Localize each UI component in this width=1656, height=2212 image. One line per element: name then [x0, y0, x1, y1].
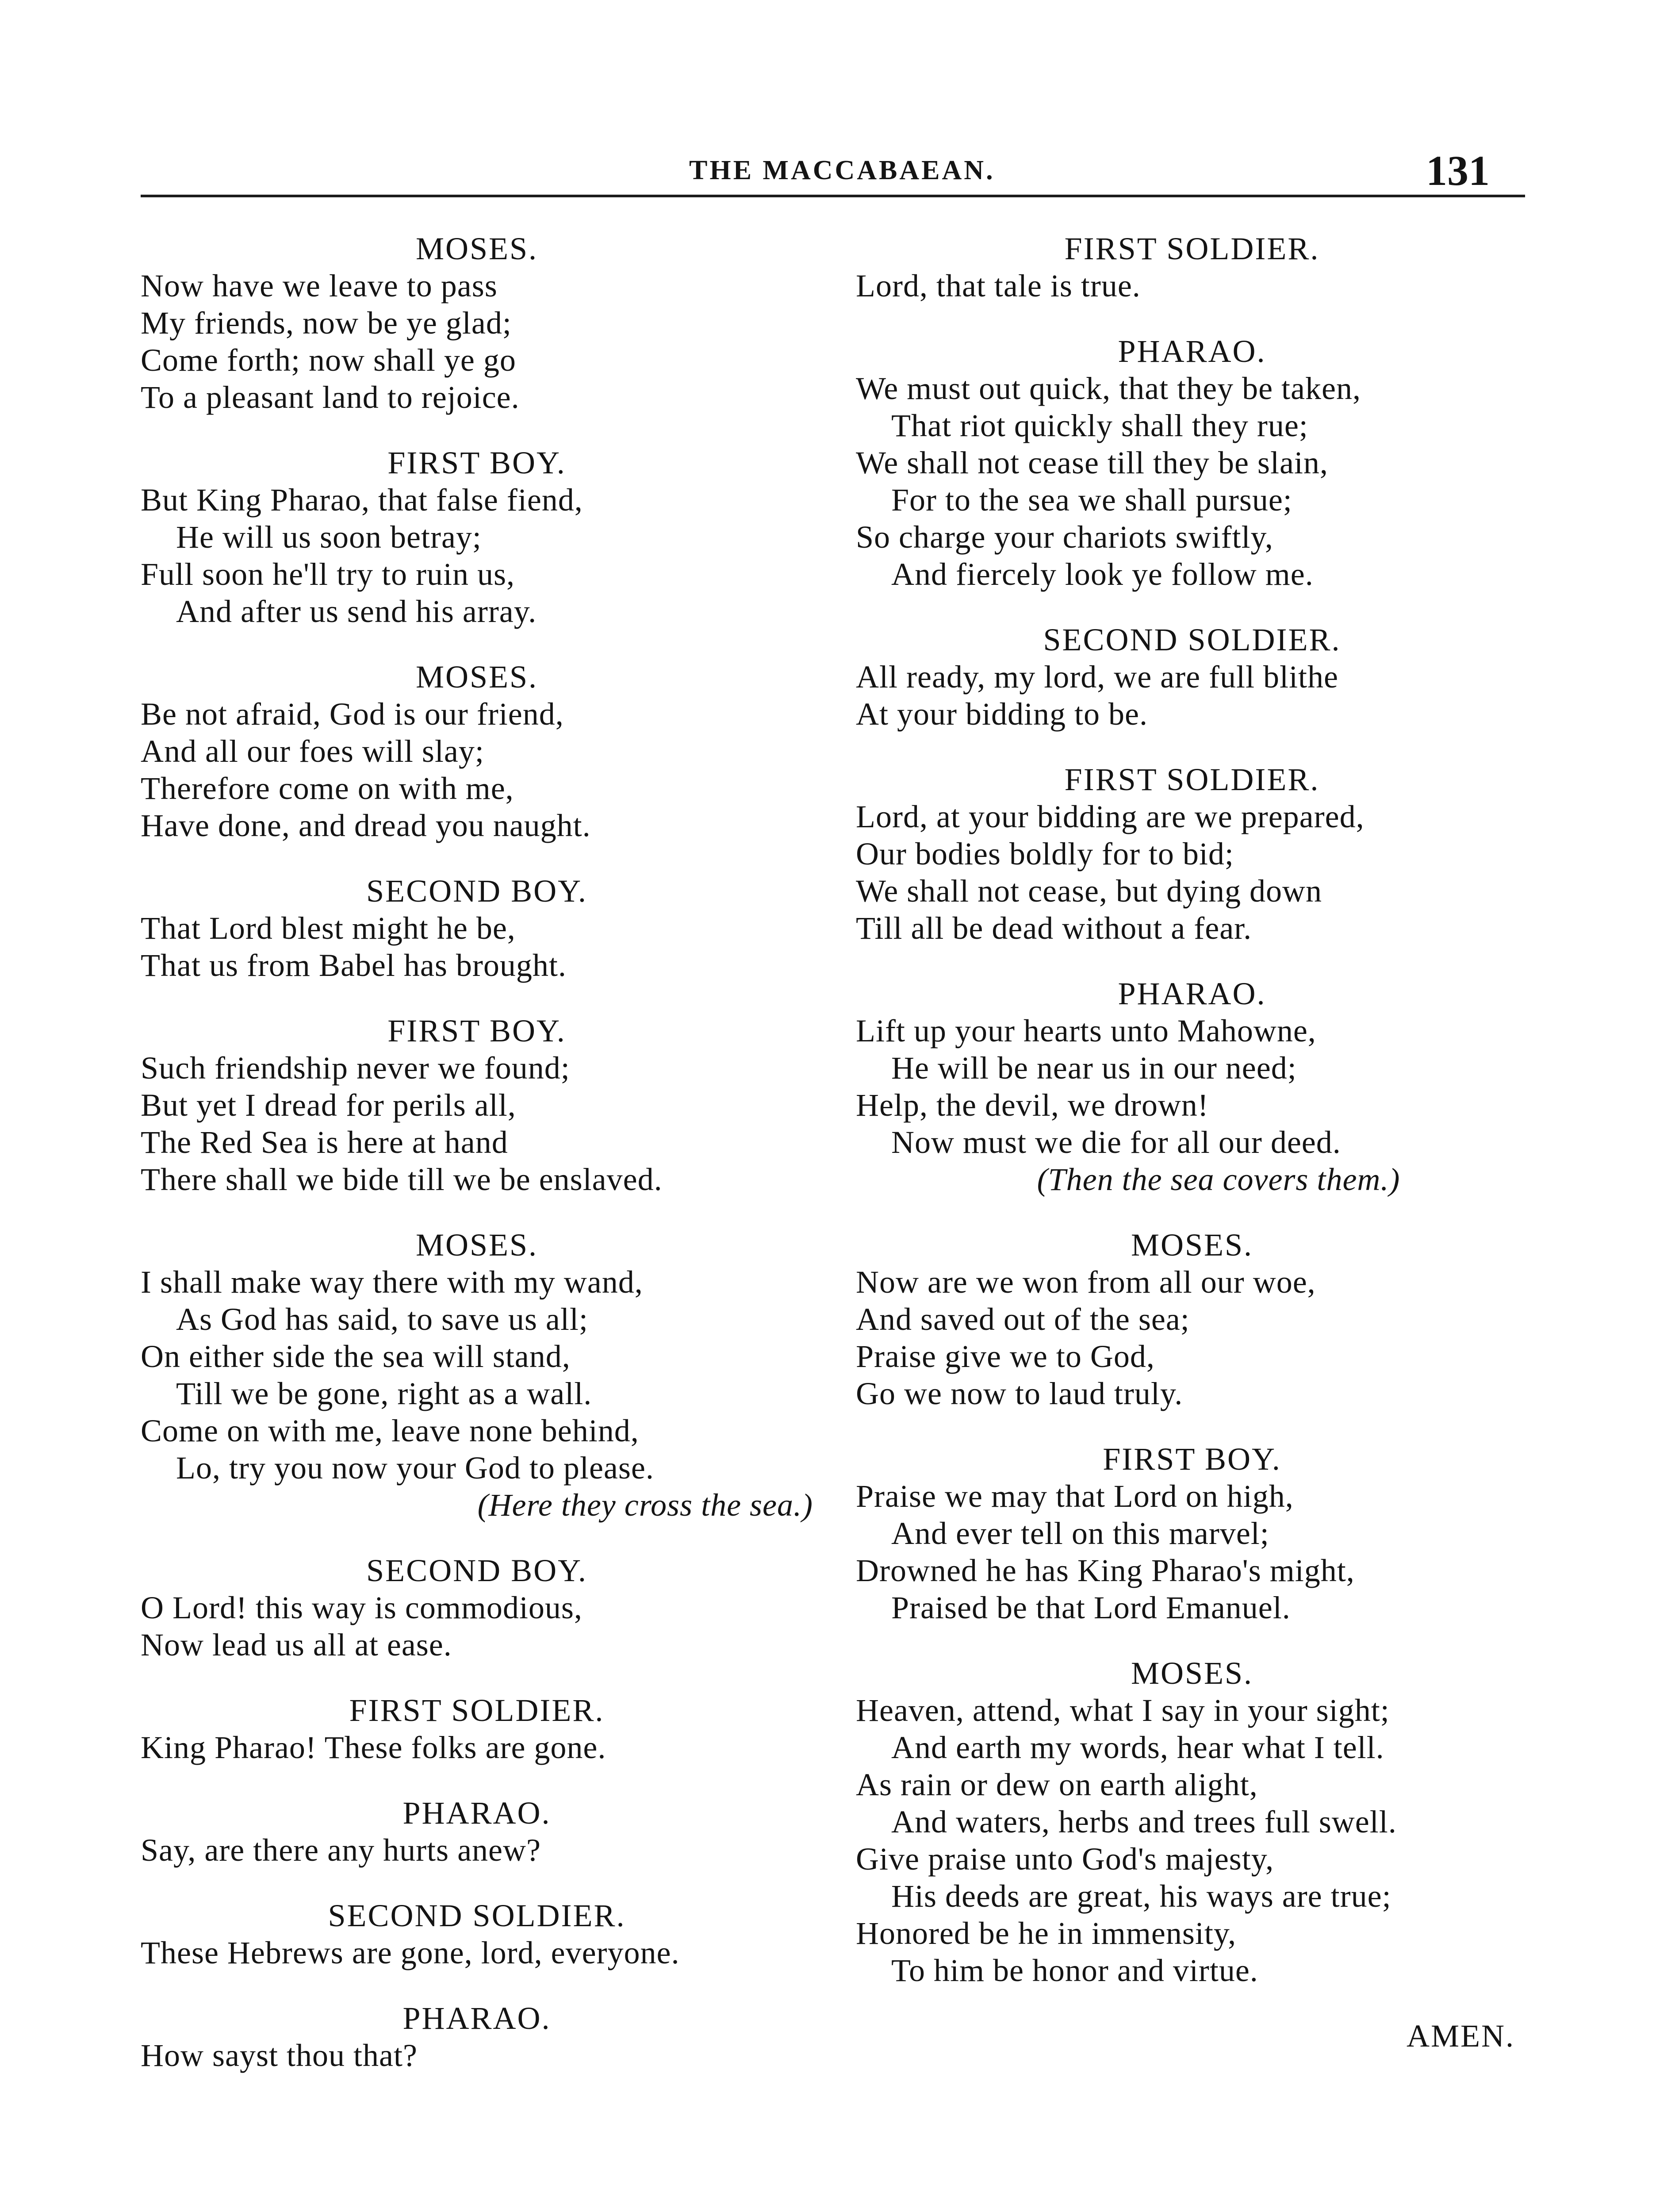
- speech-block: [856, 1440, 1528, 1626]
- verse-line: Lord, that tale is true.: [856, 268, 1141, 303]
- speaker-name: FIRST SOLDIER.: [1064, 231, 1320, 266]
- speaker-name: PHARAO.: [1118, 976, 1266, 1011]
- verse-line: Now have we leave to pass: [141, 268, 498, 303]
- speaker-name: PHARAO.: [402, 2001, 551, 2036]
- verse-line: And all our foes will slay;: [141, 733, 484, 769]
- verse-line: That riot quickly shall they rue;: [891, 408, 1308, 443]
- verse-line: I shall make way there with my wand,: [141, 1264, 643, 1300]
- verse-line: But King Pharao, that false fiend,: [141, 482, 583, 518]
- speaker-name: MOSES.: [1131, 1227, 1254, 1263]
- speaker-name: MOSES.: [415, 659, 538, 695]
- verse-line: To him be honor and virtue.: [891, 1953, 1258, 1988]
- verse-line: There shall we bide till we be enslaved.: [141, 1162, 663, 1197]
- verse-line: That Lord blest might he be,: [141, 910, 516, 946]
- verse-line: Praise we may that Lord on high,: [856, 1479, 1294, 1514]
- right-column: [856, 230, 1528, 2055]
- verse-line: So charge your chariots swiftly,: [856, 519, 1273, 555]
- speaker-name: FIRST SOLDIER.: [1064, 762, 1320, 797]
- verse-line: Go we now to laud truly.: [856, 1376, 1183, 1411]
- verse-line: To a pleasant land to rejoice.: [141, 380, 520, 415]
- verse-line: How sayst thou that?: [141, 2038, 418, 2073]
- verse-line: As rain or dew on earth alight,: [856, 1767, 1258, 1802]
- speaker-name: SECOND BOY.: [366, 1553, 587, 1588]
- speaker-name: MOSES.: [1131, 1655, 1254, 1691]
- speech-block: [141, 1012, 813, 1198]
- verse-line: My friends, now be ye glad;: [141, 305, 512, 341]
- right-column-speeches: [856, 230, 1528, 1989]
- verse-line: We shall not cease, but dying down: [856, 873, 1322, 909]
- speech-block: [141, 872, 813, 984]
- verse-line: Till all be dead without a fear.: [856, 910, 1252, 946]
- speech-block: [856, 1655, 1528, 1989]
- speech-block: [856, 333, 1528, 593]
- speech-block: [856, 230, 1528, 304]
- speech-block: [141, 1794, 813, 1869]
- speaker-name: SECOND SOLDIER.: [1043, 622, 1341, 657]
- verse-line: As God has said, to save us all;: [176, 1302, 588, 1337]
- verse-line: Lord, at your bidding are we prepared,: [856, 799, 1365, 834]
- verse-line: Come on with me, leave none behind,: [141, 1413, 639, 1448]
- speech-block: [141, 1226, 813, 1524]
- running-title: THE MACCABAEAN.: [689, 155, 995, 185]
- speech-block: [141, 1552, 813, 1663]
- verse-line: Lift up your hearts unto Mahowne,: [856, 1013, 1316, 1048]
- verse-line: Our bodies boldly for to bid;: [856, 836, 1234, 872]
- verse-line: Say, are there any hurts anew?: [141, 1832, 541, 1868]
- verse-line: Honored be he in immensity,: [856, 1916, 1237, 1951]
- verse-line: And saved out of the sea;: [856, 1302, 1190, 1337]
- verse-line: And ever tell on this marvel;: [891, 1516, 1269, 1551]
- speech-block: [141, 1897, 813, 1971]
- verse-line: We must out quick, that they be taken,: [856, 371, 1361, 406]
- speech-block: [856, 621, 1528, 733]
- verse-line: But yet I dread for perils all,: [141, 1087, 516, 1123]
- verse-line: At your bidding to be.: [856, 696, 1148, 732]
- page-header: [141, 146, 1525, 197]
- verse-line: Have done, and dread you naught.: [141, 808, 591, 843]
- verse-line: King Pharao! These folks are gone.: [141, 1730, 606, 1765]
- verse-line: Be not afraid, God is our friend,: [141, 696, 564, 732]
- verse-line: Full soon he'll try to ruin us,: [141, 557, 515, 592]
- speaker-name: FIRST BOY.: [387, 1013, 566, 1048]
- closing-amen: AMEN.: [1407, 2018, 1515, 2054]
- speaker-name: MOSES.: [415, 1227, 538, 1263]
- verse-line: On either side the sea will stand,: [141, 1339, 571, 1374]
- verse-line: Heaven, attend, what I say in your sight;: [856, 1693, 1390, 1728]
- speech-block: [141, 2000, 813, 2074]
- verse-line: He will be near us in our need;: [891, 1050, 1297, 1086]
- speech-block: [856, 761, 1528, 947]
- speaker-name: MOSES.: [415, 231, 538, 266]
- speaker-name: FIRST SOLDIER.: [349, 1693, 605, 1728]
- verse-line: Till we be gone, right as a wall.: [176, 1376, 592, 1411]
- speaker-name: SECOND BOY.: [366, 873, 587, 909]
- verse-line: Give praise unto God's majesty,: [856, 1841, 1274, 1877]
- speech-block: [856, 1226, 1528, 1412]
- verse-line: Drowned he has King Pharao's might,: [856, 1553, 1355, 1588]
- verse-line: And fiercely look ye follow me.: [891, 557, 1314, 592]
- verse-line: Praise give we to God,: [856, 1339, 1155, 1374]
- speech-block: [141, 230, 813, 416]
- verse-line: Such friendship never we found;: [141, 1050, 570, 1086]
- verse-line: All ready, my lord, we are full blithe: [856, 659, 1338, 695]
- left-column: [141, 230, 813, 2102]
- verse-line: For to the sea we shall pursue;: [891, 482, 1292, 518]
- stage-direction: (Here they cross the sea.): [477, 1487, 813, 1523]
- speech-block: [141, 658, 813, 844]
- speaker-name: SECOND SOLDIER.: [328, 1898, 626, 1933]
- verse-line: That us from Babel has brought.: [141, 948, 567, 983]
- page-number: 131: [1426, 147, 1490, 194]
- speaker-name: PHARAO.: [402, 1795, 551, 1831]
- verse-line: We shall not cease till they be slain,: [856, 445, 1328, 480]
- verse-line: O Lord! this way is commodious,: [141, 1590, 583, 1625]
- verse-line: Help, the devil, we drown!: [856, 1087, 1209, 1123]
- verse-line: Lo, try you now your God to please.: [176, 1450, 654, 1486]
- verse-line: His deeds are great, his ways are true;: [891, 1878, 1392, 1914]
- verse-line: These Hebrews are gone, lord, everyone.: [141, 1935, 680, 1970]
- speech-block: [141, 444, 813, 630]
- speaker-name: PHARAO.: [1118, 334, 1266, 369]
- stage-direction: (Then the sea covers them.): [1037, 1162, 1400, 1197]
- verse-line: Now must we die for all our deed.: [891, 1125, 1341, 1160]
- verse-line: He will us soon betray;: [176, 519, 482, 555]
- speaker-name: FIRST BOY.: [1103, 1441, 1281, 1477]
- verse-line: And earth my words, hear what I tell.: [891, 1730, 1384, 1765]
- verse-line: Now are we won from all our woe,: [856, 1264, 1316, 1300]
- speaker-name: FIRST BOY.: [387, 445, 566, 480]
- verse-line: And after us send his array.: [176, 594, 537, 629]
- verse-line: Come forth; now shall ye go: [141, 342, 516, 378]
- verse-line: Praised be that Lord Emanuel.: [891, 1590, 1291, 1625]
- speech-block: [856, 975, 1528, 1198]
- speech-block: [141, 1692, 813, 1766]
- verse-line: And waters, herbs and trees full swell.: [891, 1804, 1397, 1839]
- verse-line: Now lead us all at ease.: [141, 1627, 452, 1663]
- verse-line: The Red Sea is here at hand: [141, 1125, 508, 1160]
- verse-line: Therefore come on with me,: [141, 771, 514, 806]
